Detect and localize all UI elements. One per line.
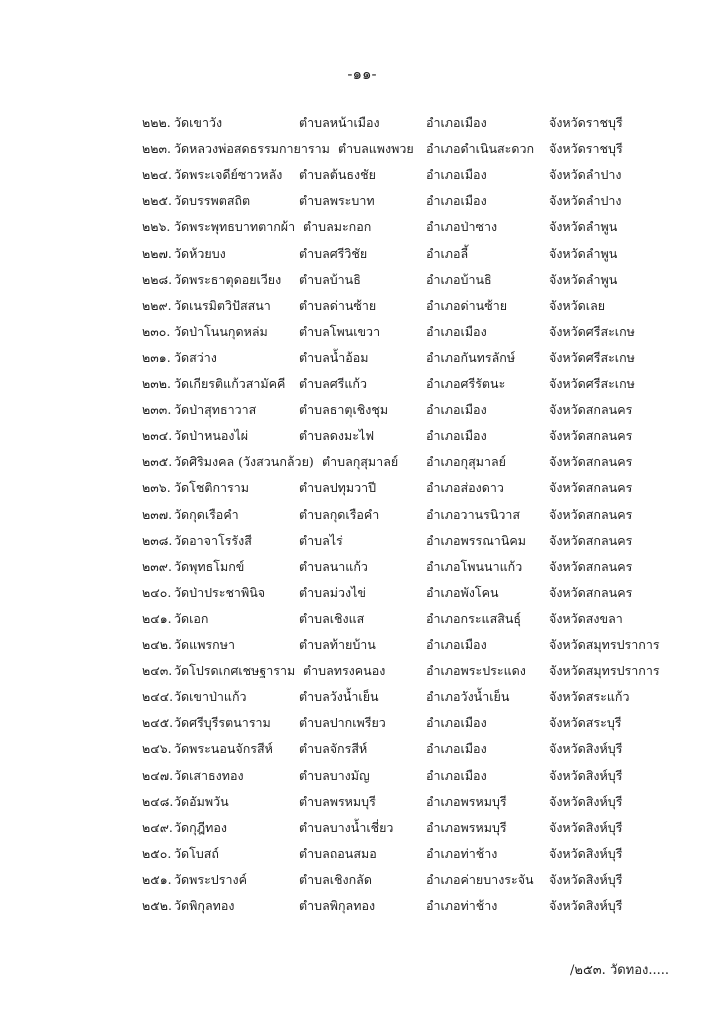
list-item bbox=[0, 449, 724, 475]
item-number: ๒๒๘. bbox=[142, 271, 173, 287]
item-number: ๒๒๒. bbox=[142, 115, 171, 130]
list-item bbox=[0, 423, 724, 449]
province-name: จังหวัดสิงห์บุรี bbox=[549, 767, 623, 783]
province-name: จังหวัดราชบุรี bbox=[549, 141, 623, 157]
province-name: จังหวัดศรีสะเกษ bbox=[549, 376, 635, 391]
temple-name: วัดเขาป่าแก้ว bbox=[174, 689, 247, 705]
district-name: อำเภอพรรณานิคม bbox=[426, 532, 526, 548]
temple-name: วัดป่าสุทธาวาส bbox=[174, 402, 257, 418]
temple-name: วัดหลวงพ่อสดธรรมกายาราม bbox=[174, 141, 330, 157]
province-name: จังหวัดลำพูน bbox=[549, 271, 618, 287]
list-item bbox=[0, 475, 724, 501]
district-name: อำเภอพระประแดง bbox=[426, 663, 526, 679]
province-name: จังหวัดลำปาง bbox=[549, 167, 622, 183]
district-name: อำเภอลี้ bbox=[426, 245, 469, 261]
temple-name: วัดศิริมงคล (วังสวนกล้วย) bbox=[174, 454, 314, 470]
subdistrict-name: ตำบลกุสุมาลย์ bbox=[322, 454, 399, 470]
list-item bbox=[0, 397, 724, 423]
item-number: ๒๔๗. bbox=[142, 767, 174, 783]
list-item bbox=[0, 214, 724, 240]
subdistrict-name: ตำบลต้นธงชัย bbox=[299, 167, 376, 183]
item-number: ๒๕๑. bbox=[142, 871, 172, 887]
item-number: ๒๔๘. bbox=[142, 793, 174, 809]
temple-name: วัดแพรกษา bbox=[174, 637, 235, 652]
district-name: อำเภอเมือง bbox=[426, 637, 487, 652]
temple-name: วัดพุทธโมกข์ bbox=[174, 558, 245, 574]
province-name: จังหวัดสงขลา bbox=[549, 610, 623, 626]
district-name: อำเภอส่องดาว bbox=[426, 480, 504, 496]
temple-name: วัดเขาวัง bbox=[174, 115, 223, 130]
list-item bbox=[0, 658, 724, 684]
province-name: จังหวัดสิงห์บุรี bbox=[549, 898, 623, 913]
subdistrict-name: ตำบลจักรสีห์ bbox=[299, 741, 368, 757]
district-name: อำเภอเมือง bbox=[426, 741, 487, 757]
province-name: จังหวัดสระแก้ว bbox=[549, 689, 630, 705]
list-item bbox=[0, 763, 724, 789]
subdistrict-name: ตำบลไร่ bbox=[299, 532, 343, 548]
district-name: อำเภอพรหมบุรี bbox=[426, 793, 507, 809]
temple-name: วัดกุฎีทอง bbox=[174, 819, 227, 835]
province-name: จังหวัดสกลนคร bbox=[549, 402, 633, 418]
province-name: จังหวัดสกลนคร bbox=[549, 584, 633, 600]
subdistrict-name: ตำบลปากเพรียว bbox=[299, 715, 386, 731]
province-name: จังหวัดสิงห์บุรี bbox=[549, 819, 623, 835]
list-item bbox=[0, 345, 724, 371]
subdistrict-name: ตำบลพระบาท bbox=[299, 193, 375, 209]
subdistrict-name: ตำบลมะกอก bbox=[303, 219, 372, 235]
province-name: จังหวัดสิงห์บุรี bbox=[549, 741, 623, 757]
province-name: จังหวัดสกลนคร bbox=[549, 428, 633, 444]
page-number: -๑๑- bbox=[347, 65, 377, 83]
item-number: ๒๒๗. bbox=[142, 245, 172, 261]
district-name: อำเภอเมือง bbox=[426, 115, 487, 130]
temple-name: วัดบรรพตสถิต bbox=[174, 193, 251, 209]
temple-name: วัดเอก bbox=[174, 610, 209, 626]
list-item bbox=[0, 293, 724, 319]
temple-name: วัดห้วยบง bbox=[174, 245, 226, 261]
subdistrict-name: ตำบลปทุมวาปี bbox=[299, 480, 377, 496]
item-number: ๒๓๖. bbox=[142, 480, 171, 496]
list-item bbox=[0, 188, 724, 214]
item-number: ๒๒๔. bbox=[142, 167, 172, 183]
list-item bbox=[0, 893, 724, 919]
district-name: อำเภอพังโคน bbox=[426, 584, 499, 600]
item-number: ๒๓๐. bbox=[142, 323, 171, 339]
province-name: จังหวัดสิงห์บุรี bbox=[549, 871, 623, 887]
province-name: จังหวัดสมุทรปราการ bbox=[549, 663, 660, 679]
subdistrict-name: ตำบลหน้าเมือง bbox=[299, 115, 380, 130]
list-item bbox=[0, 736, 724, 762]
list-item bbox=[0, 371, 724, 397]
district-name: อำเภอเมือง bbox=[426, 767, 487, 783]
district-name: อำเภอเมือง bbox=[426, 193, 487, 209]
list-item bbox=[0, 136, 724, 162]
province-name: จังหวัดลำพูน bbox=[549, 245, 618, 261]
province-name: จังหวัดสิงห์บุรี bbox=[549, 793, 623, 809]
district-name: อำเภอท่าช้าง bbox=[426, 845, 498, 861]
district-name: อำเภอเมือง bbox=[426, 323, 487, 339]
item-number: ๒๔๑. bbox=[142, 610, 172, 626]
province-name: จังหวัดสิงห์บุรี bbox=[549, 845, 623, 861]
province-name: จังหวัดศรีสะเกษ bbox=[549, 349, 635, 365]
list-item bbox=[0, 554, 724, 580]
province-name: จังหวัดสกลนคร bbox=[549, 532, 633, 548]
subdistrict-name: ตำบลท้ายบ้าน bbox=[299, 637, 376, 652]
subdistrict-name: ตำบลแพงพวย bbox=[338, 141, 414, 157]
district-name: อำเภอวังน้ำเย็น bbox=[426, 689, 510, 705]
temple-name: วัดพิกุลทอง bbox=[174, 898, 235, 913]
list-item bbox=[0, 319, 724, 345]
province-name: จังหวัดสระบุรี bbox=[549, 715, 622, 731]
subdistrict-name: ตำบลโพนเขวา bbox=[299, 323, 381, 339]
temple-name: วัดโปรดเกศเชษฐาราม bbox=[174, 663, 296, 679]
province-name: จังหวัดสกลนคร bbox=[549, 506, 633, 522]
item-number: ๒๓๓. bbox=[142, 402, 172, 418]
list-item bbox=[0, 789, 724, 815]
subdistrict-name: ตำบลศรีแก้ว bbox=[299, 376, 368, 391]
item-number: ๒๕๐. bbox=[142, 845, 172, 861]
district-name: อำเภอเมือง bbox=[426, 167, 487, 183]
temple-name: วัดอัมพวัน bbox=[174, 793, 229, 809]
subdistrict-name: ตำบลธาตุเชิงชุม bbox=[299, 402, 389, 418]
district-name: อำเภอกุสุมาลย์ bbox=[426, 454, 506, 470]
subdistrict-name: ตำบลพิกุลทอง bbox=[299, 898, 376, 913]
district-name: อำเภอวานรนิวาส bbox=[426, 506, 521, 522]
district-name: อำเภอศรีรัตนะ bbox=[426, 376, 506, 391]
province-name: จังหวัดศรีสะเกษ bbox=[549, 323, 635, 339]
list-item bbox=[0, 606, 724, 632]
temple-name: วัดพระนอนจักรสีห์ bbox=[174, 741, 273, 757]
subdistrict-name: ตำบลวังน้ำเย็น bbox=[299, 689, 379, 705]
subdistrict-name: ตำบลพรหมบุรี bbox=[299, 793, 376, 809]
item-number: ๒๔๙. bbox=[142, 819, 173, 835]
district-name: อำเภอโพนนาแก้ว bbox=[426, 558, 523, 574]
temple-name: วัดเกียรติแก้วสามัคคี bbox=[174, 376, 286, 391]
item-number: ๒๒๙. bbox=[142, 297, 172, 313]
province-name: จังหวัดเลย bbox=[549, 297, 606, 313]
temple-name: วัดโชติการาม bbox=[174, 480, 250, 496]
subdistrict-name: ตำบลด่านซ้าย bbox=[299, 297, 377, 313]
list-item bbox=[0, 110, 724, 136]
temple-name: วัดเสาธงทอง bbox=[174, 767, 244, 783]
subdistrict-name: ตำบลเชิงกลัด bbox=[299, 871, 372, 887]
temple-name: วัดอาจาโรรังสี bbox=[174, 532, 252, 548]
district-name: อำเภอเมือง bbox=[426, 402, 487, 418]
district-name: อำเภอเมือง bbox=[426, 715, 487, 731]
subdistrict-name: ตำบลศรีวิชัย bbox=[299, 245, 368, 261]
district-name: อำเภอด่านซ้าย bbox=[426, 297, 508, 313]
list-item bbox=[0, 841, 724, 867]
district-name: อำเภอกระแสสินธุ์ bbox=[426, 610, 522, 626]
item-number: ๒๔๓. bbox=[142, 663, 173, 679]
item-number: ๒๔๔. bbox=[142, 689, 174, 705]
item-number: ๒๓๘. bbox=[142, 532, 173, 548]
temple-name: วัดป่าโนนกุดหล่ม bbox=[174, 323, 268, 339]
item-number: ๒๔๖. bbox=[142, 741, 172, 757]
item-number: ๒๓๗. bbox=[142, 506, 173, 522]
temple-name: วัดพระปรางค์ bbox=[174, 871, 247, 887]
subdistrict-name: ตำบลดงมะไฟ bbox=[299, 428, 375, 444]
subdistrict-name: ตำบลน้ำอ้อม bbox=[299, 349, 369, 365]
temple-name: วัดโบสถ์ bbox=[174, 845, 219, 861]
district-name: อำเภอบ้านธิ bbox=[426, 271, 492, 287]
item-number: ๒๕๒. bbox=[142, 898, 172, 913]
temple-name: วัดป่าหนองไผ่ bbox=[174, 428, 249, 444]
item-number: ๒๔๐. bbox=[142, 584, 172, 600]
item-number: ๒๓๙. bbox=[142, 558, 172, 574]
list-item bbox=[0, 710, 724, 736]
list-item bbox=[0, 580, 724, 606]
district-name: อำเภอดำเนินสะดวก bbox=[426, 141, 535, 157]
province-name: จังหวัดสกลนคร bbox=[549, 558, 633, 574]
item-number: ๒๓๔. bbox=[142, 428, 173, 444]
item-number: ๒๔๕. bbox=[142, 715, 174, 731]
temple-name: วัดพระพุทธบาทตากผ้า bbox=[174, 219, 296, 235]
subdistrict-name: ตำบลนาแก้ว bbox=[299, 558, 368, 574]
subdistrict-name: ตำบลบางน้ำเชี่ยว bbox=[299, 819, 394, 835]
province-name: จังหวัดลำพูน bbox=[549, 219, 618, 235]
district-name: อำเภอป่าซาง bbox=[426, 219, 498, 235]
temple-name: วัดป่าประชาพินิจ bbox=[174, 584, 266, 600]
item-number: ๒๓๒. bbox=[142, 376, 171, 391]
footer-continuation: /๒๕๓. วัดทอง..... bbox=[570, 963, 670, 978]
list-item bbox=[0, 502, 724, 528]
district-name: อำเภอท่าช้าง bbox=[426, 898, 498, 913]
list-item bbox=[0, 528, 724, 554]
list-item bbox=[0, 815, 724, 841]
province-name: จังหวัดสกลนคร bbox=[549, 480, 633, 496]
temple-name: วัดพระเจดีย์ซาวหลัง bbox=[174, 167, 283, 183]
item-number: ๒๒๓. bbox=[142, 141, 171, 157]
item-number: ๒๓๕. bbox=[142, 454, 173, 470]
item-number: ๒๒๕. bbox=[142, 193, 172, 209]
subdistrict-name: ตำบลทรงคนอง bbox=[303, 663, 386, 679]
subdistrict-name: ตำบลบ้านธิ bbox=[299, 271, 361, 287]
province-name: จังหวัดสมุทรปราการ bbox=[549, 637, 660, 652]
temple-name: วัดสว่าง bbox=[174, 349, 217, 365]
province-name: จังหวัดราชบุรี bbox=[549, 115, 623, 130]
list-item bbox=[0, 267, 724, 293]
item-number: ๒๒๖. bbox=[142, 219, 171, 235]
temple-name: วัดกุดเรือคำ bbox=[174, 506, 239, 522]
list-item bbox=[0, 241, 724, 267]
subdistrict-name: ตำบลกุดเรือคำ bbox=[299, 506, 380, 522]
list-item bbox=[0, 867, 724, 893]
item-number: ๒๔๒. bbox=[142, 637, 172, 652]
district-name: อำเภอกันทรลักษ์ bbox=[426, 349, 516, 365]
list-item bbox=[0, 162, 724, 188]
province-name: จังหวัดลำปาง bbox=[549, 193, 622, 209]
district-name: อำเภอพรหมบุรี bbox=[426, 819, 507, 835]
temple-name: วัดเนรมิตวิปัสสนา bbox=[174, 297, 271, 313]
district-name: อำเภอเมือง bbox=[426, 428, 487, 444]
district-name: อำเภอค่ายบางระจัน bbox=[426, 871, 534, 887]
subdistrict-name: ตำบลบางมัญ bbox=[299, 767, 370, 783]
province-name: จังหวัดสกลนคร bbox=[549, 454, 633, 470]
item-number: ๒๓๑. bbox=[142, 349, 171, 365]
list-item bbox=[0, 684, 724, 710]
subdistrict-name: ตำบลถอนสมอ bbox=[299, 845, 377, 861]
list-item bbox=[0, 632, 724, 658]
subdistrict-name: ตำบลม่วงไข่ bbox=[299, 584, 366, 600]
subdistrict-name: ตำบลเชิงแส bbox=[299, 610, 365, 626]
temple-name: วัดศรีบุรีรตนาราม bbox=[174, 715, 271, 731]
temple-name: วัดพระธาตุดอยเวียง bbox=[174, 271, 282, 287]
